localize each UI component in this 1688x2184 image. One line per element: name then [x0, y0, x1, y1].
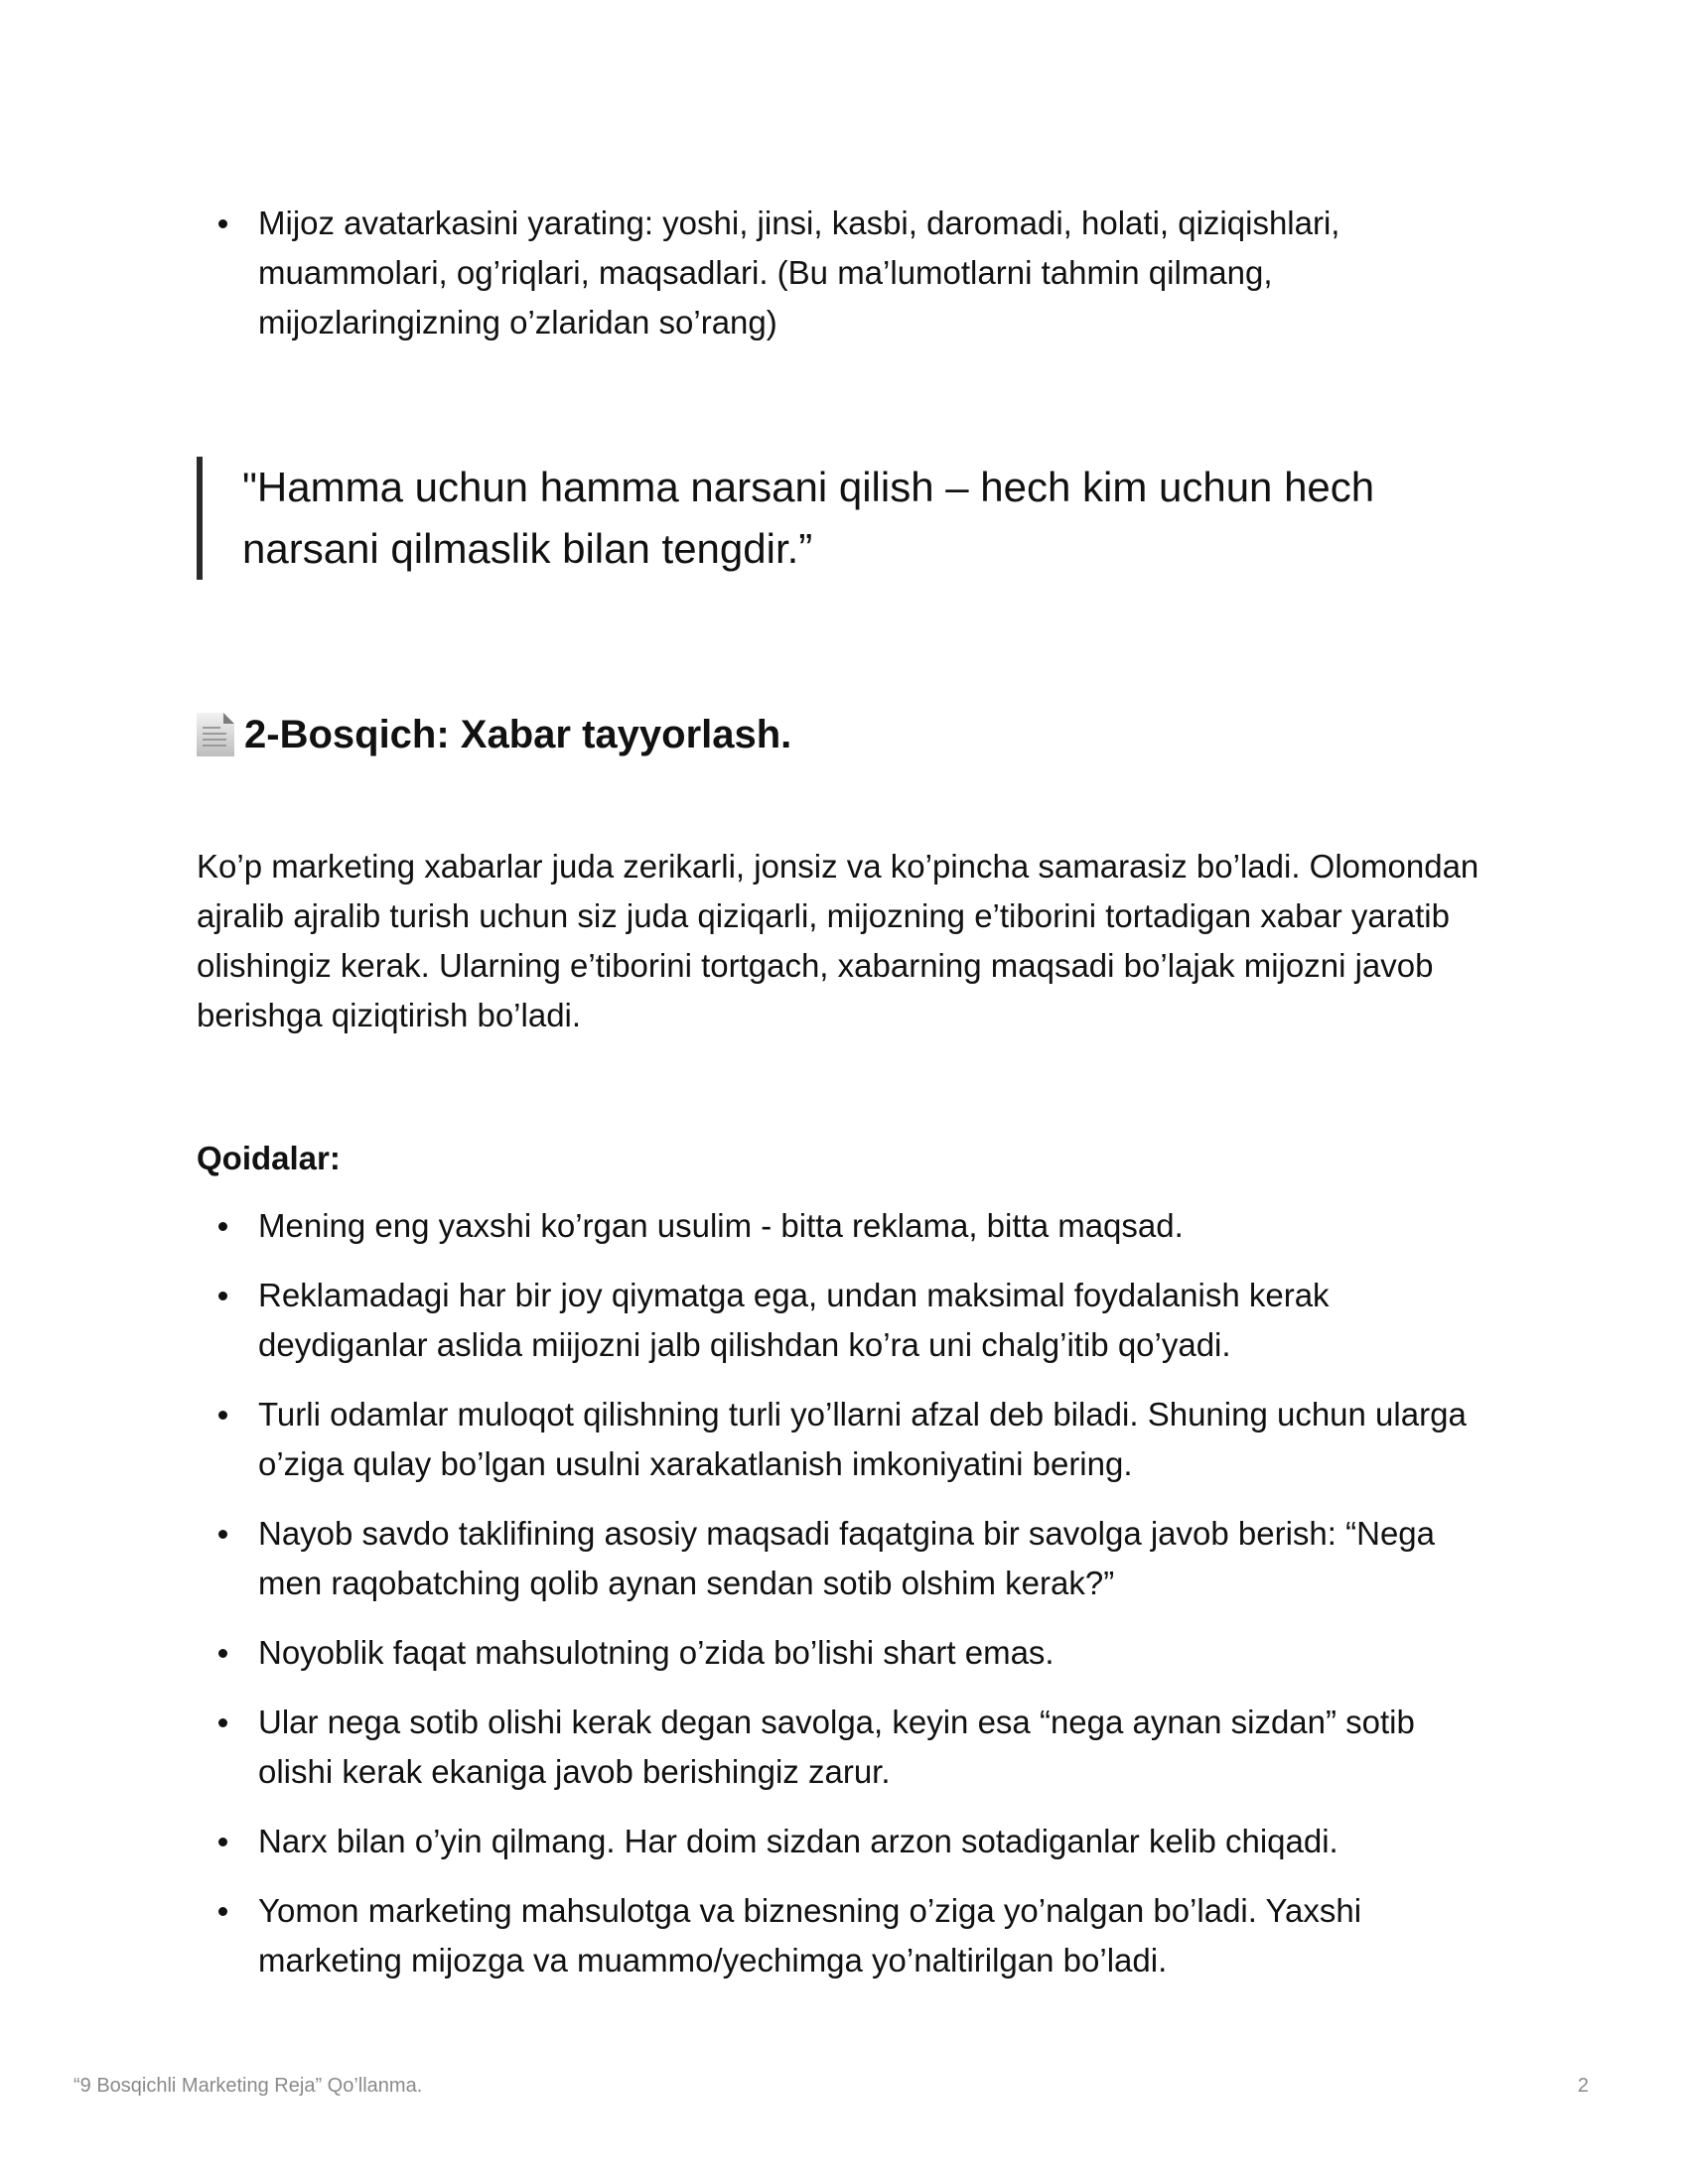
section-heading: [197, 707, 1487, 762]
list-item: Reklamadagi har bir joy qiymatga ega, undan maksimal foydalanish kerak deydiganlar aslida miijozni jalb qilishdan ko’ra uni chalg’itib qo’yadi.: [197, 1271, 1487, 1370]
list-item: Mening eng yaxshi ko’rgan usulim - bitta reklama, bitta maqsad.: [197, 1201, 1487, 1251]
list-item: Nayob savdo taklifining asosiy maqsadi faqatgina bir savolga javob berish: “Nega men raqobatching qolib aynan sendan sotib olshim kerak?”: [197, 1509, 1487, 1608]
rules-list: [197, 1201, 1487, 1985]
section-title: 2-Bosqich: Xabar tayyorlash.: [244, 713, 792, 756]
list-item: Yomon marketing mahsulotga va biznesning o’ziga yo’nalgan bo’ladi. Yaxshi marketing mijozga va muammo/yechimga yo’naltirilgan bo’ladi.: [197, 1886, 1487, 1985]
body-paragraph: Ko’p marketing xabarlar juda zerikarli, jonsiz va ko’pincha samarasiz bo’ladi. Olomondan ajralib ajralib turish uchun siz juda qiziqarli, mijozning e’tiborini tortadigan xabar yaratib olishingiz kerak. Ularning e’tiborini tortgach, xabarning maqsadi bo’lajak mijozni javob berishga qiziqtirish bo’ladi.: [197, 848, 1479, 1033]
intro-bullet: Mijoz avatarkasini yarating: yoshi, jinsi, kasbi, daromadi, holati, qiziqishlari, muammolari, og’riqlari, maqsadlari. (Bu ma’lumotlarni tahmin qilmang, mijozlaringizning o’zlaridan so’rang): [197, 199, 1487, 347]
page-number: 2: [1577, 2075, 1589, 2097]
footer-title: “9 Bosqichli Marketing Reja” Qo’llanma.: [73, 2075, 423, 2097]
list-item: Ular nega sotib olishi kerak degan savolga, keyin esa “nega aynan sizdan” sotib olishi kerak ekaniga javob berishingiz zarur.: [197, 1698, 1487, 1797]
list-item: Noyoblik faqat mahsulotning o’zida bo’lishi shart emas.: [197, 1628, 1487, 1678]
blockquote: "Hamma uchun hamma narsani qilish – hech kim uchun hech narsani qilmaslik bilan tengdir.”: [197, 457, 1438, 580]
rules-title: Qoidalar:: [197, 1140, 341, 1176]
list-item: Turli odamlar muloqot qilishning turli yo’llarni afzal deb biladi. Shuning uchun ularga o’ziga qulay bo’lgan usulni xarakatlanish imkoniyatini bering.: [197, 1390, 1487, 1489]
page-content: [197, 199, 1487, 2005]
intro-list: [197, 199, 1487, 347]
list-item: Narx bilan o’yin qilmang. Har doim sizdan arzon sotadiganlar kelib chiqadi.: [197, 1817, 1487, 1866]
document-icon: [197, 713, 234, 756]
